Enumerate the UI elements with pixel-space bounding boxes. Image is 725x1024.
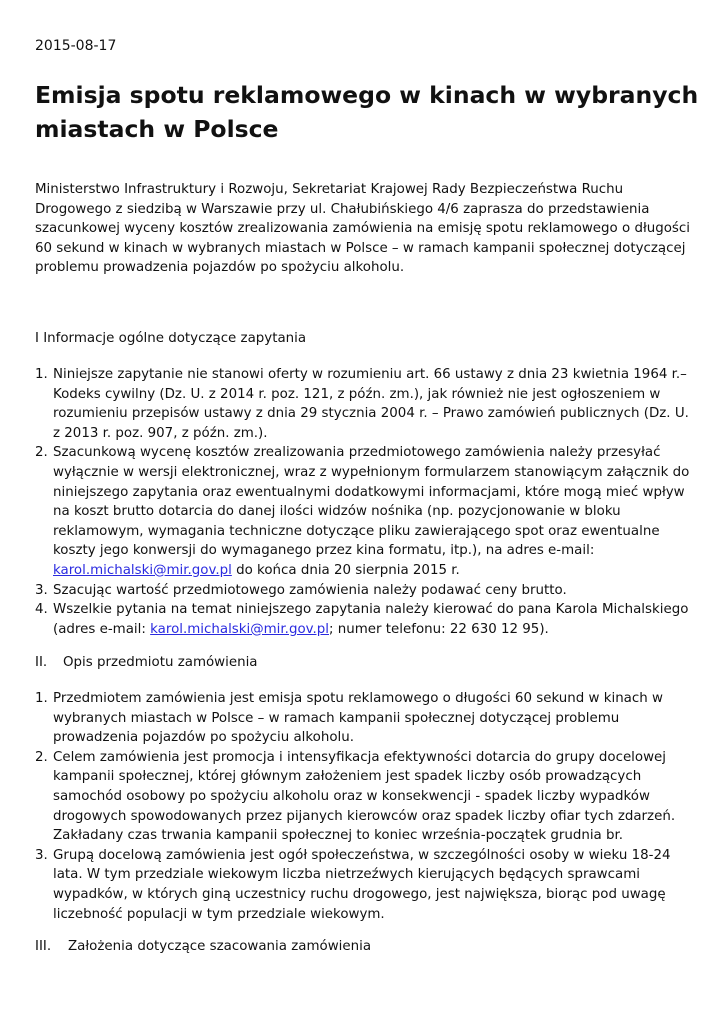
- list-marker: 2.: [35, 749, 48, 765]
- list-item-text: Wszelkie pytania na temat niniejszego zapytania należy kierować do pana Karola Michalskiego (adres e-mail:: [53, 602, 689, 637]
- list-item: [35, 443, 695, 580]
- list-item-text: Niniejsze zapytanie nie stanowi oferty w rozumieniu art. 66 ustawy z dnia 23 kwietnia 1964 r.– Kodeks cywilny (Dz. U. z 2014 r. poz. 121, z późn. zm.), jak również nie jest ogłoszeniem w rozumieniu przepisów ustawy z dnia 29 stycznia 2004 r. – Prawo zamówień publicznych (Dz. U. z 2013 r. poz. 907, z późn. zm.).: [53, 367, 689, 441]
- list-item-text: Przedmiotem zamówienia jest emisja spotu reklamowego o długości 60 sekund w kinach w wybranych miastach w Polsce – w ramach kampanii społecznej dotyczącej problemu prowadzenia pojazdów po spożyciu alkoholu.: [53, 691, 663, 746]
- document-date: 2015-08-17: [35, 38, 117, 54]
- list-item-text: do końca dnia 20 sierpnia 2015 r.: [231, 562, 460, 578]
- list-item: [35, 689, 695, 748]
- section-number: II.: [35, 655, 48, 670]
- list-marker: 3.: [35, 582, 48, 598]
- section-title: Opis przedmiotu zamówienia: [63, 655, 258, 670]
- section-number: III.: [35, 939, 52, 954]
- list-item-text: Szacunkową wycenę kosztów zrealizowania przedmiotowego zamówienia należy przesyłać wyłącznie w wersji elektronicznej, wraz z wypełnionym formularzem stanowiącym załącznik do niniejszego zapytania oraz ewentualnymi dodatkowymi informacjami, które mogą mieć wpływ na koszt brutto dotarcia do danej ilości widzów nośnika (np. pozycjonowanie w bloku reklamowym, wymagania techniczne dotyczące pliku zawierającego spot oraz ewentualne koszty jego konwersji do wymaganego przez kina formatu, itp.), na adres e-mail:: [53, 445, 690, 559]
- section-3-heading: [35, 937, 371, 957]
- list-marker: 2.: [35, 445, 48, 461]
- email-link[interactable]: karol.michalski@mir.gov.pl: [150, 621, 329, 637]
- section-2-list: [35, 689, 695, 924]
- section-2-heading: [35, 653, 258, 673]
- page-title: Emisja spotu reklamowego w kinach w wybranych miastach w Polsce: [35, 81, 699, 143]
- section-1-heading: I Informacje ogólne dotyczące zapytania: [35, 331, 307, 346]
- list-marker: 1.: [35, 367, 48, 382]
- list-item-text: Szacując wartość przedmiotowego zamówienia należy podawać ceny brutto.: [53, 582, 567, 598]
- section-title: Założenia dotyczące szacowania zamówienia: [68, 939, 372, 954]
- email-link[interactable]: karol.michalski@mir.gov.pl: [53, 562, 232, 578]
- list-item: [35, 600, 695, 639]
- list-item: [35, 748, 695, 846]
- list-item-text: Grupą docelową zamówienia jest ogół społeczeństwa, w szczególności osoby w wieku 18-24 lata. W tym przedziale wiekowym liczba nietrzeźwych kierujących będących sprawcami wypadków, w których giną uczestnicy ruchu drogowego, jest największa, biorąc pod uwagę liczebność populacji w tym przedziale wiekowym.: [53, 847, 671, 922]
- list-item: [35, 846, 695, 924]
- list-item-text: Celem zamówienia jest promocja i intensyfikacja efektywności dotarcia do grupy docelowej kampanii społecznej, której głównym założeniem jest spadek liczby osób prowadzących samochód osobowy po spożyciu alkoholu oraz w konsekwencji - spadek liczby wypadków drogowych spowodowanych przez pijanych kierowców oraz spadek liczby ofiar tych zdarzeń. Zakładany czas trwania kampanii społecznej to koniec września-początek grudnia br.: [53, 749, 676, 844]
- list-item-text: ; numer telefonu: 22 630 12 95).: [329, 621, 549, 637]
- list-marker: 3.: [35, 847, 48, 863]
- section-1-list: [35, 365, 695, 639]
- list-item: [35, 365, 695, 443]
- intro-paragraph: Ministerstwo Infrastruktury i Rozwoju, Sekretariat Krajowej Rady Bezpieczeństwa Ruchu Drogowego z siedzibą w Warszawie przy ul. Chałubińskiego 4/6 zaprasza do przedstawienia szacunkowej wyceny kosztów zrealizowania zamówienia na emisję spotu reklamowego o długości 60 sekund w kinach w wybranych miastach w Polsce – w ramach kampanii społecznej dotyczącej problemu prowadzenia pojazdów po spożyciu alkoholu.: [35, 182, 690, 276]
- list-marker: 4.: [35, 602, 48, 618]
- list-marker: 1.: [35, 691, 48, 706]
- list-item: [35, 581, 695, 601]
